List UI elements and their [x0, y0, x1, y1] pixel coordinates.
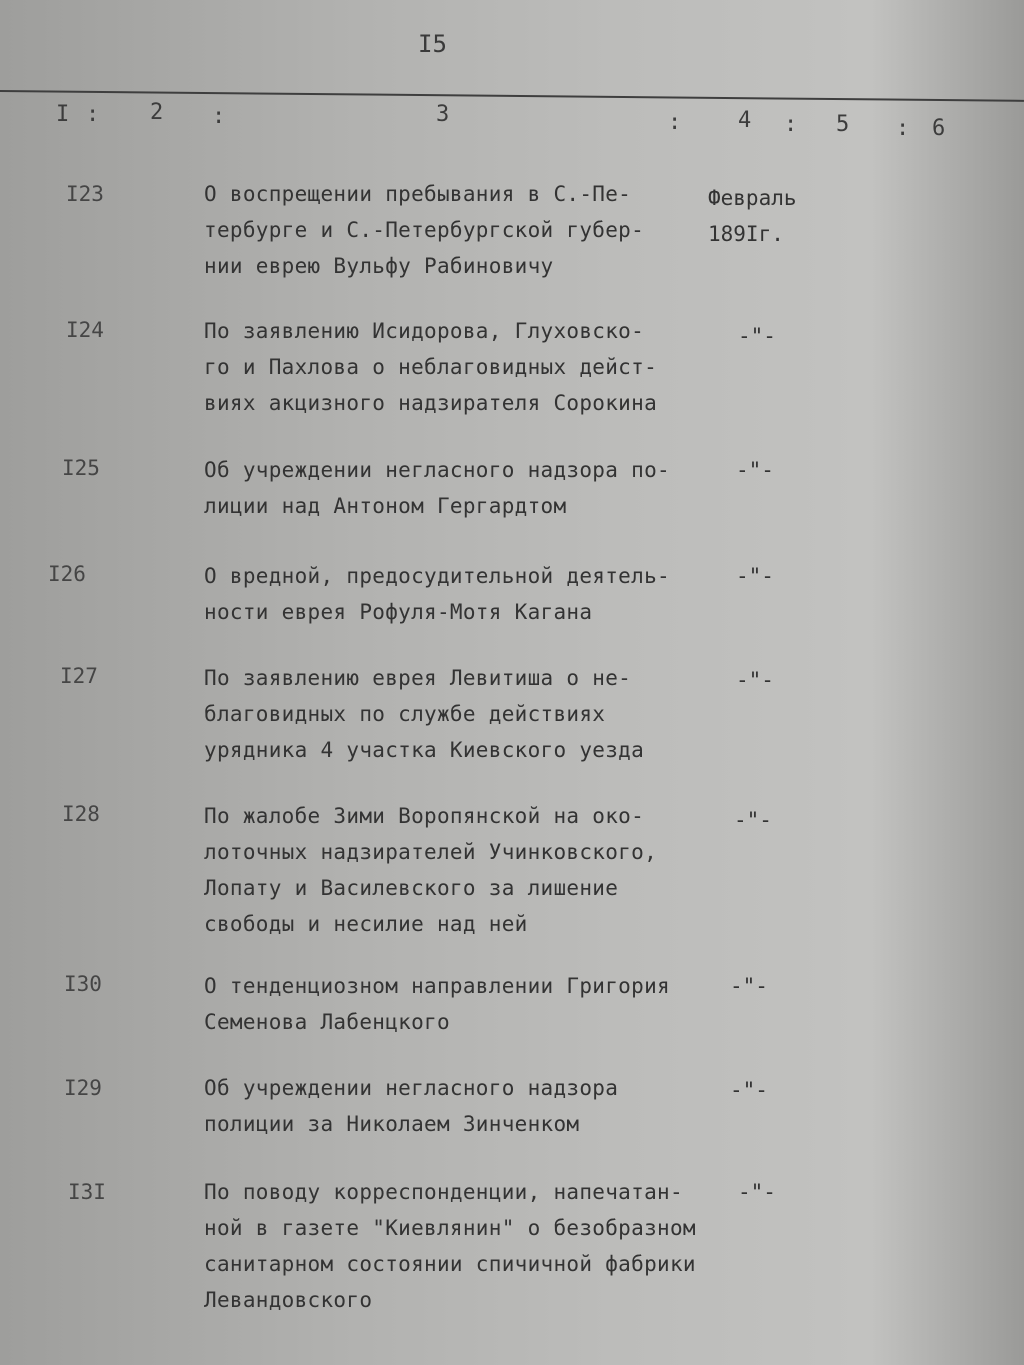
- row-title: О тенденциозном направлении Григория Семенова Лабенцкого: [204, 974, 670, 1034]
- row-date: -"-: [730, 1078, 768, 1102]
- row-date: -"-: [736, 564, 774, 588]
- column-header-4: 4: [738, 108, 752, 133]
- row-title: По заявлению Исидорова, Глуховско- го и Пахлова о неблаговидных дейст- виях акцизного надзирателя Сорокина: [204, 319, 658, 415]
- row-number: I25: [62, 456, 100, 480]
- column-separator: :: [896, 116, 910, 141]
- page-number: I5: [418, 30, 447, 58]
- column-header-2: 2: [150, 100, 164, 125]
- column-header-5: 5: [836, 112, 850, 137]
- row-date: -"-: [738, 324, 776, 348]
- row-date: -"-: [736, 458, 774, 482]
- row-date: -"-: [734, 808, 772, 832]
- row-date: Февраль 189Iг.: [708, 186, 797, 246]
- row-number: I27: [60, 664, 98, 688]
- row-number: I26: [48, 562, 86, 586]
- row-date: -"-: [736, 668, 774, 692]
- row-title: О вредной, предосудительной деятель- ности еврея Рофуля-Мотя Кагана: [204, 564, 670, 624]
- row-title: Об учреждении негласного надзора полиции за Николаем Зинченком: [204, 1076, 619, 1136]
- column-separator: :: [212, 104, 226, 129]
- row-title: Об учреждении негласного надзора по- лиции над Антоном Гергардтом: [204, 458, 670, 518]
- row-number: I24: [66, 318, 104, 342]
- column-separator: :: [668, 110, 682, 135]
- row-number: I30: [64, 972, 102, 996]
- row-number: I23: [66, 182, 104, 206]
- row-title: О воспрещении пребывания в С.-Пе- тербурге и С.-Петербургской губер- нии еврею Вульфу Рабиновичу: [204, 182, 645, 278]
- row-number: I3I: [68, 1180, 106, 1204]
- row-date: -"-: [730, 974, 768, 998]
- row-number: I29: [64, 1076, 102, 1100]
- column-separator: :: [86, 102, 100, 127]
- column-separator: :: [784, 112, 798, 137]
- row-date: -"-: [738, 1180, 776, 1204]
- row-title: По жалобе Зими Воропянской на око- лоточных надзирателей Учинковского, Лопату и Василевского за лишение свободы и несилие над ней: [204, 804, 658, 936]
- column-header-6: 6: [932, 116, 946, 141]
- column-header-1: I: [56, 102, 70, 127]
- row-title: По поводу корреспонденции, напечатан- ной в газете "Киевлянин" о безобразном санитарном состоянии спичичной фабрики Левандовского: [204, 1180, 696, 1312]
- row-title: По заявлению еврея Левитиша о не- благовидных по службе действиях урядника 4 участка Киевского уезда: [204, 666, 645, 762]
- row-number: I28: [62, 802, 100, 826]
- column-header-3: 3: [436, 102, 450, 127]
